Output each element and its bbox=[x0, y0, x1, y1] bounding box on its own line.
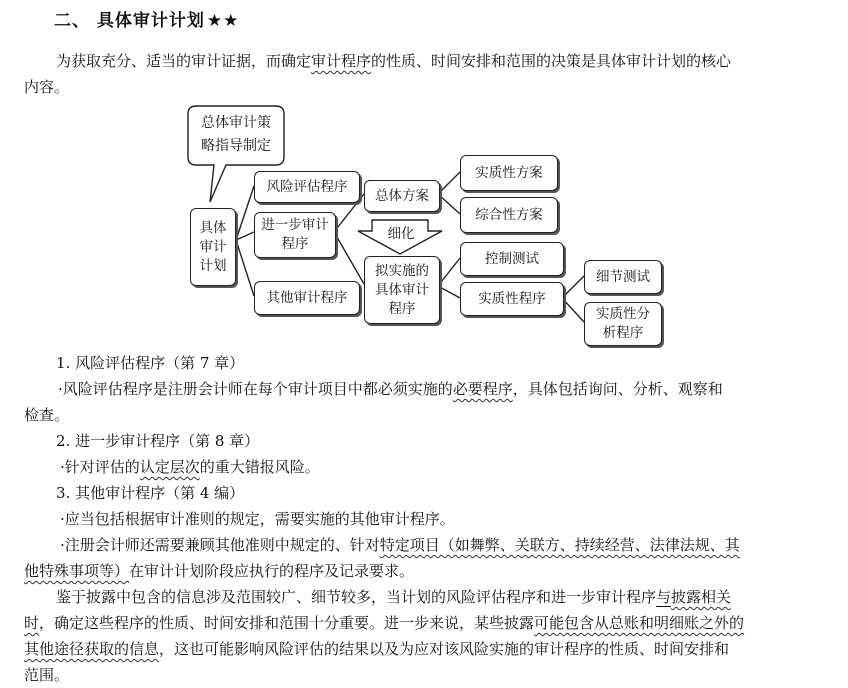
node-overall-scheme: 总体方案 bbox=[364, 180, 440, 212]
node-planned-procedures: 拟实施的 具体审计 程序 bbox=[364, 256, 440, 324]
node-control-test: 控制测试 bbox=[460, 242, 564, 276]
section-3-title: 3. 其他审计程序（第 4 编） bbox=[56, 484, 245, 502]
callout-strategy: 总体审计策 略指导制定 bbox=[201, 115, 271, 154]
node-combined-scheme: 综合性方案 bbox=[460, 197, 558, 233]
node-analytical-procedure: 实质性分 析程序 bbox=[584, 302, 662, 346]
section-3-bullet-2: ·注册会计师还需要兼顾其他准则中规定的、针对特定项目（如舞弊、关联方、持续经营、法律法规、其 他特殊事项等）在审计计划阶段应执行的程序及记录要求。 bbox=[24, 536, 740, 580]
heading-title: 二、 具体审计计划 bbox=[54, 11, 205, 31]
intro-paragraph: 为获取充分、适当的审计证据，而确定审计程序的性质、时间安排和范围的决策是具体审计计划的核心 内容。 bbox=[24, 52, 732, 96]
node-specific-audit-plan: 具体 审计 计划 bbox=[190, 208, 236, 286]
intro-term: 审计程序 bbox=[311, 52, 372, 70]
section-2-title: 2. 进一步审计程序（第 8 章） bbox=[56, 432, 260, 450]
section-2-bullet: ·针对评估的认定层次的重大错报风险。 bbox=[60, 458, 320, 476]
node-detail-test: 细节测试 bbox=[584, 260, 662, 294]
importance-stars: ★★ bbox=[206, 11, 240, 31]
node-risk-assessment: 风险评估程序 bbox=[254, 171, 360, 203]
node-other-procedures: 其他审计程序 bbox=[254, 281, 360, 315]
section-3-bullet-1: ·应当包括根据审计准则的规定，需要实施的其他审计程序。 bbox=[60, 510, 455, 528]
closing-paragraph: 鉴于披露中包含的信息涉及范围较广、细节较多，当计划的风险评估程序和进一步审计程序与披露相关 时，确定这些程序的性质、时间安排和范围十分重要。进一步来说，某些披露可能包含从总账和明细账之外的 其他途径获取的信息，这也可能影响风险评估的结果以及为应对该风险实施的审计程序的性质、时间安排和 范围。 bbox=[24, 588, 745, 684]
refine-label: 细化 bbox=[387, 226, 415, 242]
node-substantive-procedure: 实质性程序 bbox=[460, 282, 564, 316]
section-1-title: 1. 风险评估程序（第 7 章） bbox=[56, 354, 245, 372]
node-further-procedures: 进一步审计 程序 bbox=[254, 212, 336, 258]
section-1-bullet: ·风险评估程序是注册会计师在每个审计项目中都必须实施的必要程序，具体包括询问、分析、观察和 检查。 bbox=[24, 380, 723, 424]
node-substantive-scheme: 实质性方案 bbox=[460, 155, 558, 191]
